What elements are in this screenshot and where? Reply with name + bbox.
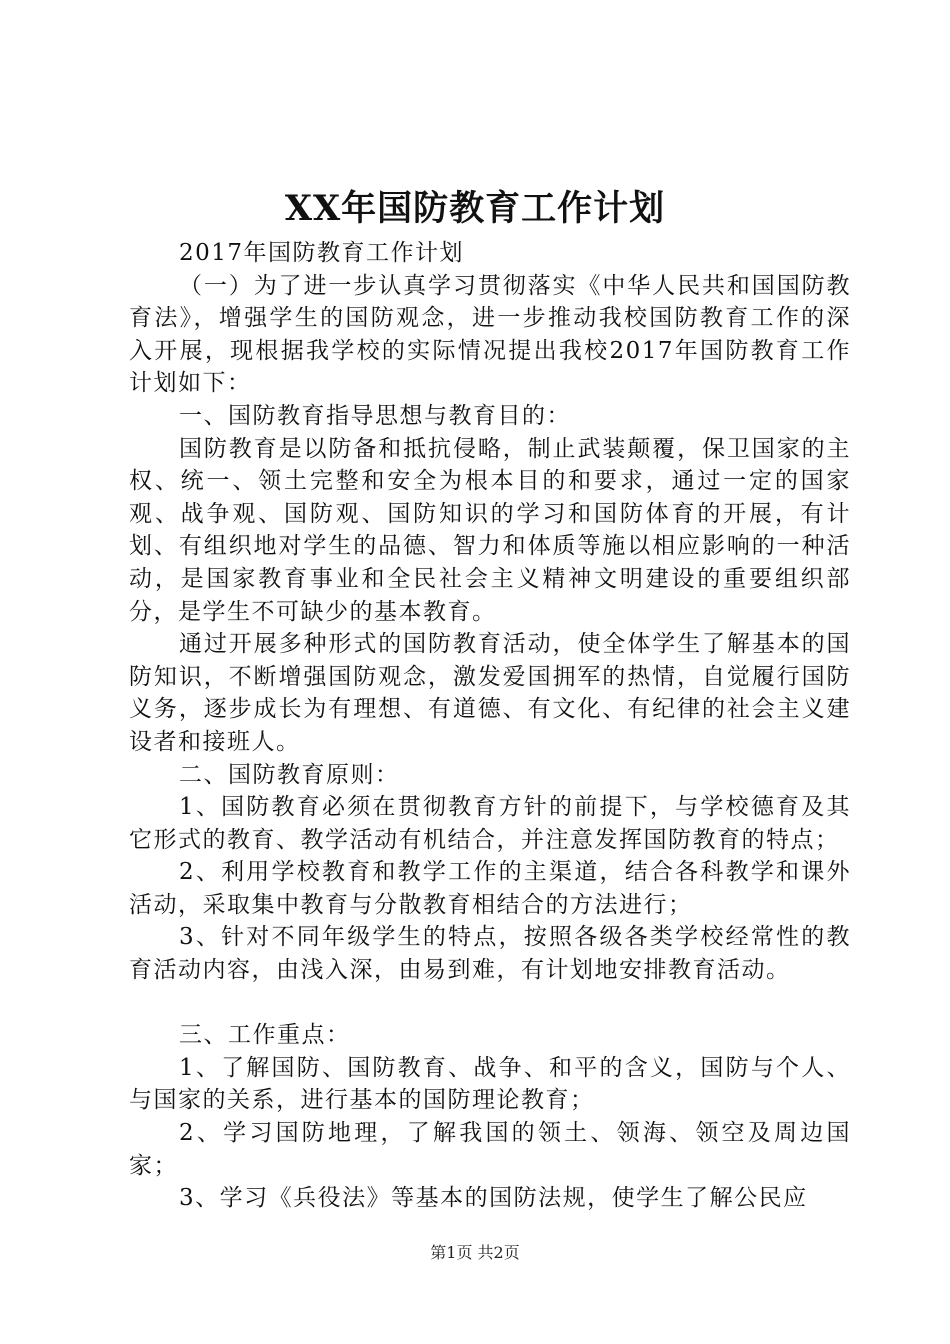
document-body (129, 237, 851, 1215)
intro-paragraph: （一）为了进一步认真学习贯彻落实《中华人民共和国国防教育法》，增强学生的国防观念，进一步推动我校国防教育工作的深入开展，现根据我学校的实际情况提出我校2017年国防教育工作计划如下： (129, 272, 851, 397)
principle-item-1: 1、国防教育必须在贯彻教育方针的前提下，与学校德育及其它形式的教育、教学活动有机结合，并注意发挥国防教育的特点； (129, 794, 851, 853)
document-title: XX年国防教育工作计划 (284, 188, 666, 229)
section-heading-1: 一、国防教育指导思想与教育目的： (179, 402, 571, 429)
page-footer: 第1页 共2页 (430, 1243, 520, 1262)
focus-item-2: 2、学习国防地理，了解我国的领土、领海、领空及周边国家； (129, 1120, 851, 1179)
focus-item-1: 1、了解国防、国防教育、战争、和平的含义，国防与个人、与国家的关系，进行基本的国防理论教育； (129, 1054, 851, 1114)
section-heading-2: 二、国防教育原则： (179, 761, 400, 788)
section-1-paragraph-2: 通过开展多种形式的国防教育活动，使全体学生了解基本的国防知识，不断增强国防观念，激发爱国拥军的热情，自觉履行国防义务，逐步成长为有理想、有道德、有文化、有纪律的社会主义建设者和接班人。 (129, 631, 851, 755)
paragraph-spacer (129, 987, 851, 1020)
subtitle-paragraph: 2017年国防教育工作计划 (179, 240, 465, 266)
section-1-paragraph-1: 国防教育是以防备和抵抗侵略，制止武装颠覆，保卫国家的主权、统一、领土完整和安全为根本目的和要求，通过一定的国家观、战争观、国防观、国防知识的学习和国防体育的开展，有计划、有组织地对学生的品德、智力和体质等施以相应影响的一种活动，是国家教育事业和全民社会主义精神文明建设的重要组织部分，是学生不可缺少的基本教育。 (129, 435, 851, 625)
principle-item-2: 2、利用学校教育和教学工作的主渠道，结合各科教学和课外活动，采取集中教育与分散教育相结合的方法进行； (129, 859, 851, 918)
principle-item-3: 3、针对不同年级学生的特点，按照各级各类学校经常性的教育活动内容，由浅入深，由易到难，有计划地安排教育活动。 (129, 924, 851, 984)
focus-item-3: 3、学习《兵役法》等基本的国防法规，使学生了解公民应 (179, 1185, 808, 1212)
section-heading-3: 三、工作重点： (179, 1022, 351, 1049)
